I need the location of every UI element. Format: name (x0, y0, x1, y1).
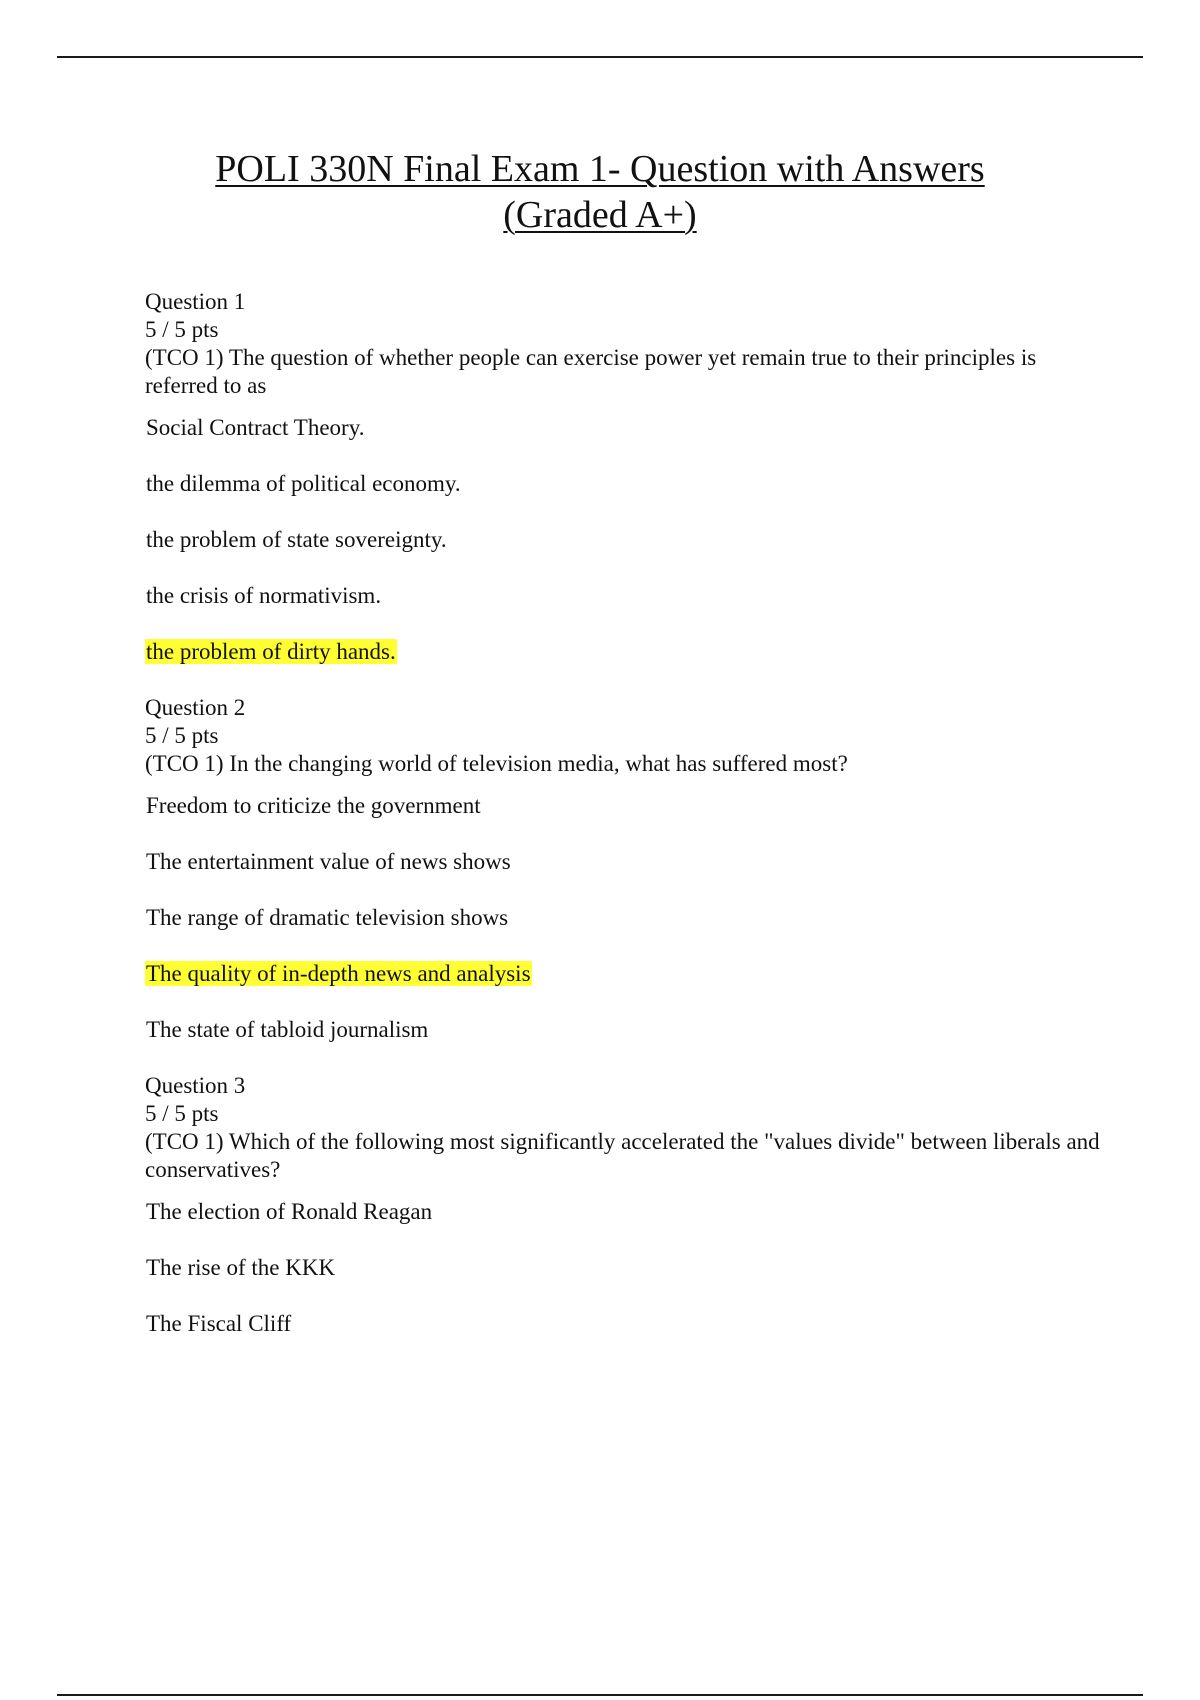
answer-option: The entertainment value of news shows (146, 849, 511, 874)
document-title (0, 146, 1200, 238)
question-points: 5 / 5 pts (145, 723, 219, 748)
bottom-rule (57, 1694, 1143, 1696)
answer-option: The state of tabloid journalism (146, 1017, 429, 1042)
answer-option: the crisis of normativism. (146, 583, 382, 608)
question-label: Question 3 (145, 1073, 246, 1098)
question-3 (145, 1072, 1105, 1338)
question-1 (145, 288, 1105, 666)
answer-option: The Fiscal Cliff (146, 1311, 292, 1336)
answer-option: the problem of state sovereignty. (146, 527, 447, 552)
answer-option: Freedom to criticize the government (146, 793, 481, 818)
question-text: (TCO 1) In the changing world of television media, what has suffered most? (145, 751, 848, 776)
question-label: Question 2 (145, 695, 246, 720)
question-label: Question 1 (145, 289, 246, 314)
answer-option: Social Contract Theory. (146, 415, 365, 440)
question-text: (TCO 1) Which of the following most significantly accelerated the "values divide" between liberals and conservatives? (145, 1129, 1100, 1182)
question-2 (145, 694, 1105, 1044)
answer-option-highlighted: the problem of dirty hands. (146, 639, 396, 664)
answer-option: the dilemma of political economy. (146, 471, 461, 496)
title-line-1: POLI 330N Final Exam 1- Question with Answers (215, 148, 985, 190)
answer-option: The election of Ronald Reagan (146, 1199, 433, 1224)
question-points: 5 / 5 pts (145, 1101, 219, 1126)
question-points: 5 / 5 pts (145, 317, 219, 342)
questions-list (145, 288, 1105, 1366)
title-line-2: (Graded A+) (503, 194, 697, 236)
answer-option: The range of dramatic television shows (146, 905, 509, 930)
question-text: (TCO 1) The question of whether people can exercise power yet remain true to their principles is referred to as (145, 345, 1037, 398)
answer-option-highlighted: The quality of in-depth news and analysis (146, 961, 531, 986)
top-rule (57, 56, 1143, 58)
answer-option: The rise of the KKK (146, 1255, 336, 1280)
